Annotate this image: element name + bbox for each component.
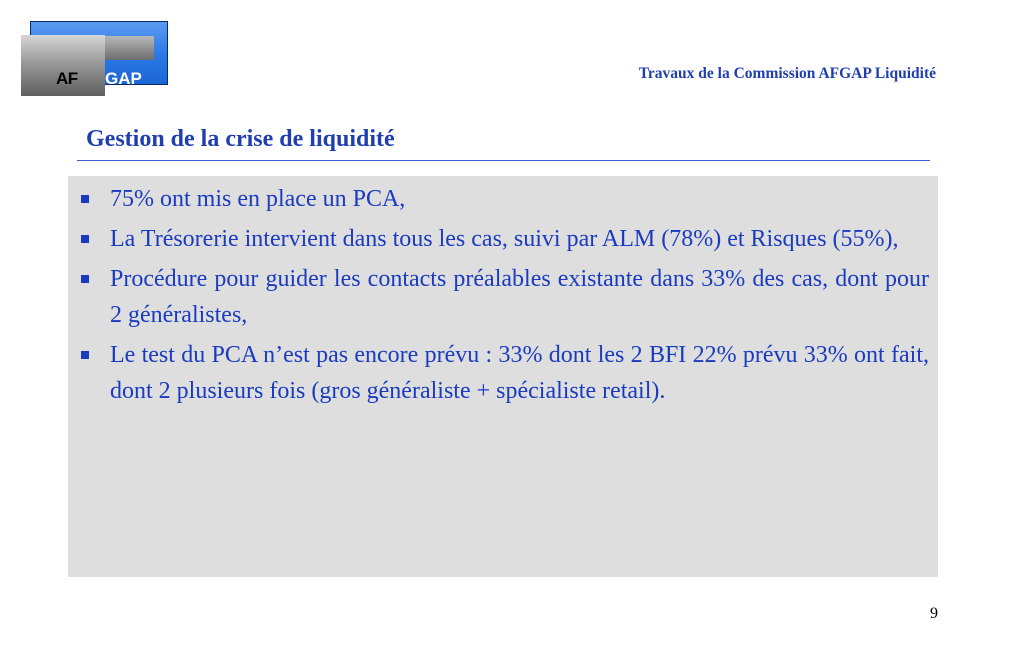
bullet-item (79, 221, 929, 257)
title-divider (77, 160, 930, 161)
square-bullet-icon (81, 195, 89, 203)
logo-text-af: AF (56, 69, 78, 88)
bullet-text: La Trésorerie intervient dans tous les cas, suivi par ALM (78%) et Risques (55%), (110, 226, 899, 252)
square-bullet-icon (81, 351, 89, 359)
afgap-logo (21, 20, 171, 98)
bullet-text: Procédure pour guider les contacts préalables existante dans 33% des cas, dont pour 2 généralistes, (110, 266, 929, 328)
bullet-text: 75% ont mis en place un PCA, (110, 186, 406, 212)
square-bullet-icon (81, 235, 89, 243)
bullet-list (79, 181, 929, 413)
header-title: Travaux de la Commission AFGAP Liquidité (638, 65, 936, 82)
bullet-text: Le test du PCA n’est pas encore prévu : 33% dont les 2 BFI 22% prévu 33% ont fait, dont 2 plusieurs fois (gros généraliste + spécialiste retail). (110, 342, 929, 404)
bullet-item (79, 337, 929, 409)
square-bullet-icon (81, 275, 89, 283)
page-number: 9 (930, 605, 938, 622)
logo-text-gap: GAP (105, 69, 142, 88)
bullet-item (79, 261, 929, 333)
slide-title: Gestion de la crise de liquidité (86, 126, 395, 152)
bullet-item (79, 181, 929, 217)
